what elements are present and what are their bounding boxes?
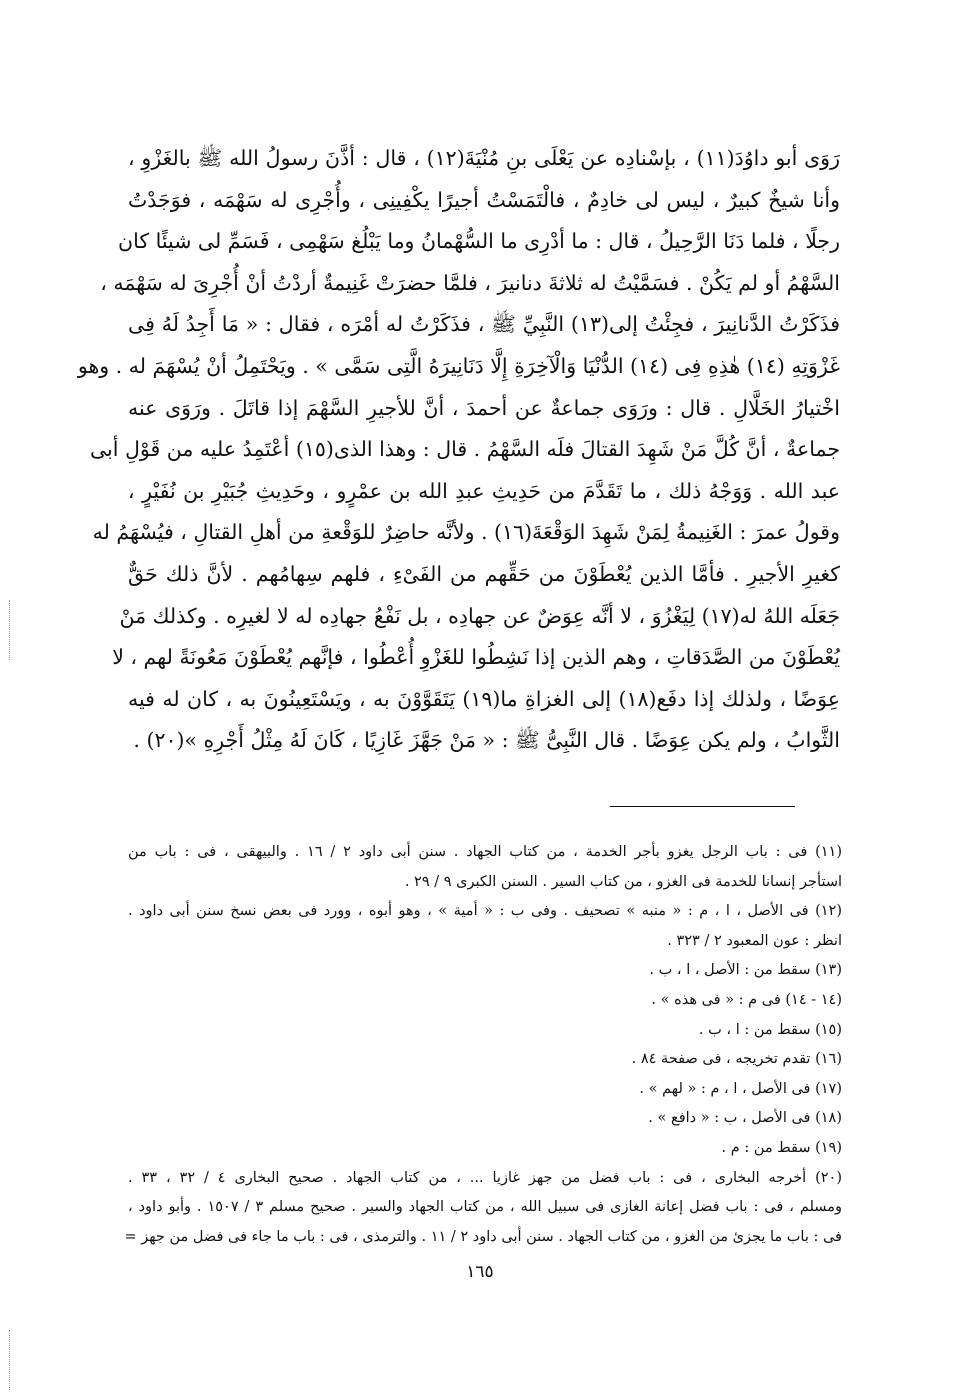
body-line: وقولُ عمرَ : الغَنِيمةُ لِمَنْ شَهِدَ الوَقْعَةَ(١٦) . ولأنَّه حاضِرٌ للوَقْعةِ من أهلِ القتالِ ، فيُسْهَمُ له <box>92 520 840 545</box>
body-line: رجلًا ، فلما دَنَا الرَّحِيلُ ، قال : ما أدْرِى ما السُّهْمانُ وما يَبْلُغ سَهْمِى ، فَسَمِّ لى شيئًا كان <box>118 229 840 254</box>
scan-edge-mark <box>9 1330 10 1390</box>
body-line: يُعْطَوْنَ من الصَّدَقاتِ ، وهم الذين إذا نَشِطُوا للغَزْوِ أُعْطُوا ، فإنَّهم يُعْطَوْنَ مَعُونَةً لهم ، لا <box>112 645 840 670</box>
body-line: غَزْوَتِهِ (١٤) هٰذِهِ فِى (١٤) الدُّنْيَا وَالْآخِرَةِ إِلَّا دَنَانِيرَهُ الَّتِى سَمَّى » . ويَحْتَمِلُ أنْ يُسْهَمَ له . وهو <box>77 353 840 378</box>
footnote-line: (١٩) سقط من : م . <box>721 1139 842 1156</box>
body-line: رَوَى أبو داوُدَ(١١) ، بإسْنادِه عن يَعْلَى بنِ مُنْيَةَ(١٢) ، قال : أذَّنَ رسولُ الله ﷺ بالغَزْوِ ، <box>128 146 840 170</box>
footnote-line: (١٣) سقط من : الأصل ، ا ، ب . <box>649 962 842 979</box>
body-line: فذَكَرْتُ الدَّنانِيرَ ، فجِئْتُ إلى(١٣) النَّبِيِّ ﷺ ، فذَكَرْتُ له أمْرَه ، فقال : « مَا أَجِدُ لَهُ فِى <box>128 312 841 337</box>
footnote-line: (٢٠) أخرجه البخارى ، فى : باب فضل من جهز غازيا ... ، من كتاب الجهاد . صحيح البخارى ٤ / ٣٢ ، ٣٣ . <box>128 1169 842 1186</box>
footnote-line: (١١) فى : باب الرجل يغزو بأجر الخدمة ، من كتاب الجهاد . سنن أبى داود ٢ / ١٦ . والبيهقى ، فى : باب من <box>128 844 842 860</box>
footnote-line: ومسلم ، فى : باب فضل إعانة الغازى فى سبيل الله ، من كتاب الجهاد والسير . صحيح مسلم ٣ / ١٥٠٧ . وأبو داود ، <box>128 1199 842 1216</box>
footnote-line: (١٦) تقدم تخريجه ، فى صفحة ٨٤ . <box>631 1051 842 1068</box>
body-line: اخْتيارُ الخَلَّالِ . قال : ورَوَى جماعةٌ عن أحمدَ ، أنَّ للأجيرِ السَّهْمَ إذا قاتَلَ . ورَوَى عنه <box>128 395 840 420</box>
footnote-line: استأجر إنسانا للخدمة فى الغزو ، من كتاب السير . السنن الكبرى ٩ / ٢٩ . <box>404 873 842 890</box>
footnote-line: (١٧) فى الأصل ، ا ، م : « لهم » . <box>639 1080 842 1097</box>
footnote-line: (١٤ - ١٤) فى م : « فى هذه » . <box>651 991 842 1008</box>
body-line: السَّهْمُ أو لم يَكُنْ . فسَمَّيْتُ له ثلاثةَ دنانيرَ ، فلمَّا حضرَتْ غَنِيمةٌ أردْتُ أنْ أُجْرِىَ له سَهْمَه ، <box>100 270 840 295</box>
body-line: الثَّوابُ ، ولم يكن عِوَضًا . قال النَّبِىُّ ﷺ : « مَنْ جَهَّزَ غَازِيًا ، كَانَ لَهُ مِثْلُ أَجْرِهِ »(٢٠) . <box>133 728 840 753</box>
footnote-line: (١٢) فى الأصل ، ا ، م : « منبه » تصحيف . وفى ب : « أمية » ، وهو أبوه ، وورد فى بعض نسخ سنن أبى داود . <box>128 903 842 920</box>
body-line: عبد الله . وَوَجْهُ ذلك ، ما تَقَدَّمَ من حَدِيثِ عبدِ الله بن عمْرٍو ، وحَدِيثِ جُبَيْرِ بن نُفَيْرٍ ، <box>128 478 840 503</box>
body-line: جَعَلَه اللهُ له(١٧) لِيَغْزُوَ ، لا أنَّه عِوَضٌ عن جهادِه ، بل نَفْعُ جهادِه له لا لغيرِه . وكذلك مَنْ <box>119 603 840 628</box>
main-text-block <box>77 138 841 762</box>
body-line: جماعةٌ ، أنَّ كُلَّ مَنْ شَهِدَ القتالَ فلَه السَّهْمُ . قال : وهذا الذى(١٥) أعْتَمِدُ عليه من قَوْلِ أبى <box>89 437 840 462</box>
footnote-line: (١٨) فى الأصل ، ب : « دافع » . <box>648 1110 842 1127</box>
page-number: ١٦٥ <box>466 1262 494 1282</box>
footnotes-block <box>124 838 842 1252</box>
body-line: كغيرِ الأجيرِ . فأمَّا الذين يُعْطَوْنَ من حَقِّهم من الفَىْءِ ، فلهم سِهامُهم . لأنَّ ذلك حَقٌّ <box>128 561 840 586</box>
scan-edge-mark <box>9 600 10 660</box>
body-line: عِوَضًا ، ولذلك إذا دفَع(١٨) إلى الغزاةِ ما(١٩) يَتَقَوَّوْنَ به ، ويَسْتَعِينُونَ به ، كان له فيه <box>128 686 840 711</box>
body-line: وأنا شيخٌ كبيرٌ ، ليس لى خادِمٌ ، فالْتَمَسْتُ أجيرًا يكْفِينِى ، وأُجْرِى له سَهْمَه ، فوَجَدْتُ <box>128 187 840 212</box>
footnote-line: (١٥) سقط من : ا ، ب . <box>698 1021 842 1038</box>
footnote-separator <box>610 806 795 807</box>
footnote-line: فى : باب ما يجزئ من الغزو ، من كتاب الجهاد . سنن أبى داود ٢ / ١١ . والترمذى ، فى : باب ما جاء فى فضل من جهز = <box>124 1228 842 1245</box>
footnote-line: انظر : عون المعبود ٢ / ٣٢٣ . <box>667 932 842 949</box>
